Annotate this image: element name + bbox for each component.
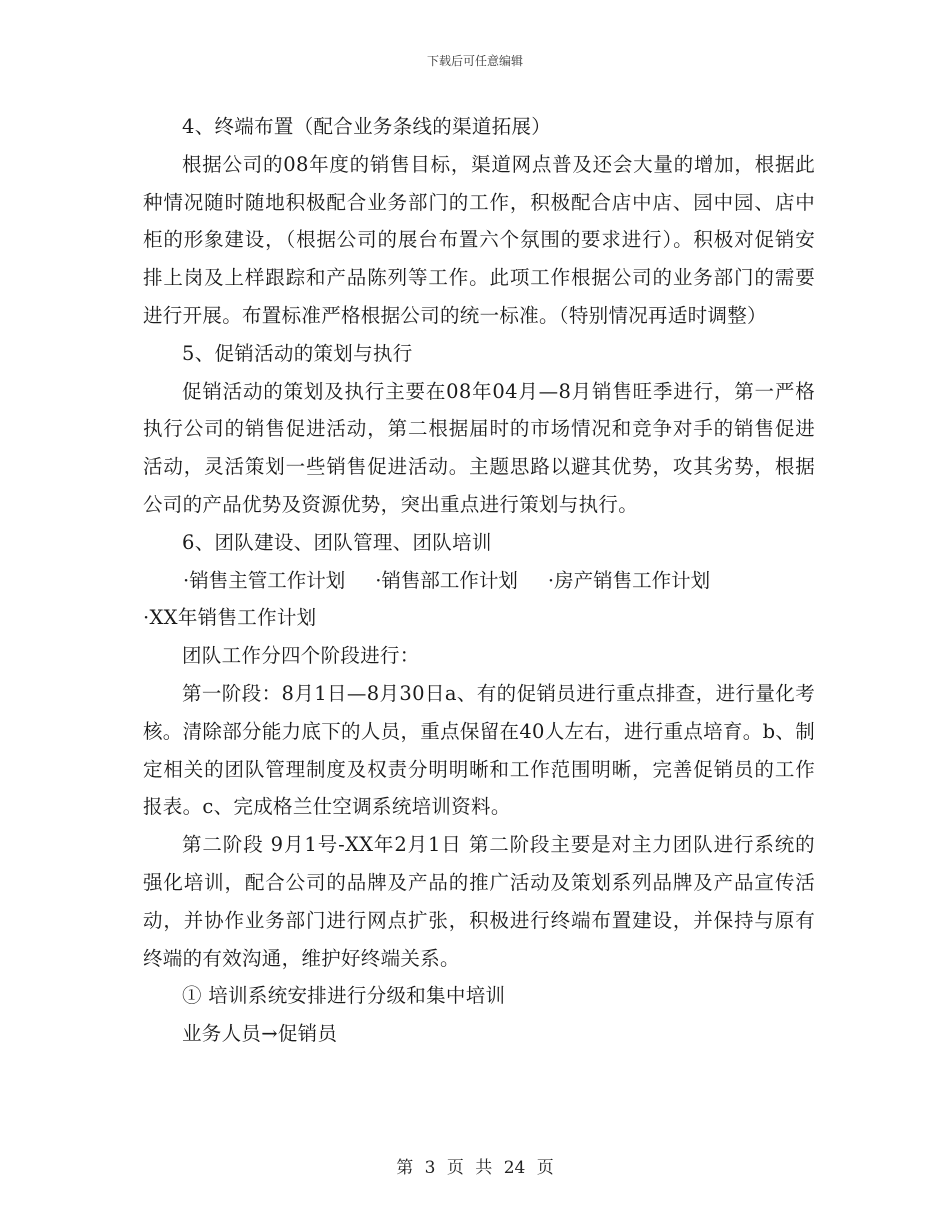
section-4-paragraph: 根据公司的08年度的销售目标，渠道网点普及还会大量的增加，根据此种情况随时随地积极配合业务部门的工作，积极配合店中店、园中园、店中柜的形象建设，（根据公司的展台布置六个氛围的要求进行）。积极对促销安排上岗及上样跟踪和产品陈列等工作。此项工作根据公司的业务部门的需要进行开展。布置标准严格根据公司的统一标准。（特别情况再适时调整）	[143, 152, 815, 327]
related-link[interactable]: ·销售主管工作计划	[183, 568, 346, 592]
page-header: 下载后可任意编辑	[426, 54, 523, 68]
related-link[interactable]: ·XX年销售工作计划	[143, 606, 317, 630]
training-flow: 业务人员→促销员	[182, 1022, 338, 1046]
related-links	[143, 562, 815, 600]
section-5-heading: 5、促销活动的策划与执行	[182, 341, 413, 365]
page-footer: 第 3 页 共 24 页	[396, 1158, 554, 1178]
document-body	[143, 108, 815, 1053]
stage-1-paragraph: 第一阶段：8月1日—8月30日a、有的促销员进行重点排查，进行量化考核。清除部分能力底下的人员，重点保留在40人左右，进行重点培育。b、制定相关的团队管理制度及权责分明明晰和工作范围明晰，完善促销员的工作报表。c、完成格兰仕空调系统培训资料。	[143, 681, 815, 819]
related-link[interactable]: ·销售部工作计划	[375, 568, 518, 592]
related-link[interactable]: ·房产销售工作计划	[547, 568, 711, 592]
section-5-paragraph: 促销活动的策划及执行主要在08年04月—8月销售旺季进行，第一严格执行公司的销售促进活动，第二根据届时的市场情况和竞争对手的销售促进活动，灵活策划一些销售促进活动。主题思路以避其优势，攻其劣势，根据公司的产品优势及资源优势，突出重点进行策划与执行。	[143, 379, 815, 516]
section-6-heading: 6、团队建设、团队管理、团队培训	[182, 530, 492, 554]
training-item: ① 培训系统安排进行分级和集中培训	[182, 984, 506, 1008]
team-intro: 团队工作分四个阶段进行：	[182, 644, 420, 668]
stage-2-paragraph: 第二阶段 9月1号-XX年2月1日 第二阶段主要是对主力团队进行系统的强化培训，配合公司的品牌及产品的推广活动及策划系列品牌及产品宣传活动，并协作业务部门进行网点扩张，积极进行终端布置建设，并保持与原有终端的有效沟通，维护好终端关系。	[143, 833, 815, 970]
section-4-heading: 4、终端布置（配合业务条线的渠道拓展）	[182, 115, 552, 138]
